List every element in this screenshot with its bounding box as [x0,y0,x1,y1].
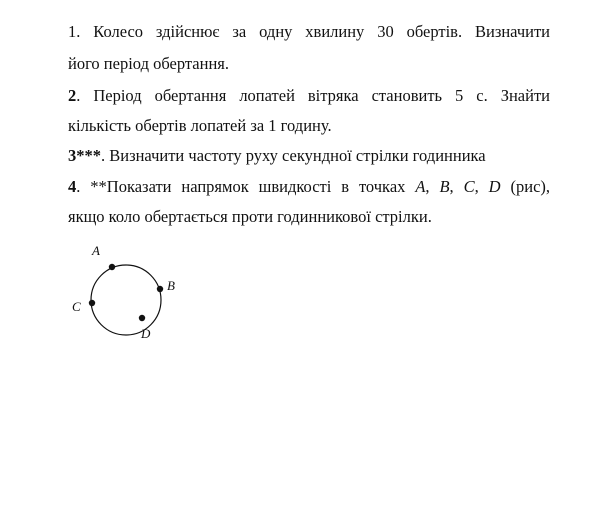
task3-line [68,146,550,166]
task4-sep1: , [425,177,440,196]
task2-number: 2 [68,86,77,105]
label-a: A [92,243,100,258]
task4-sep3: , [474,177,489,196]
task4-text-suffix: (рис), [500,177,551,196]
task4-point-a: A [415,177,426,196]
task2-text: . Період обертання лопатей вітряка становить 5 с. Знайти [76,86,550,105]
task1-line1: 1. Колесо здійснює за одну хвилину 30 обертів. Визначити [68,22,550,41]
label-b: B [167,278,175,293]
task4-sep2: , [449,177,464,196]
point-b-dot [157,286,163,292]
task4-text-prefix: . **Показати напрямок швидкості в точках [76,177,416,196]
task1-line2: його період обертання. [68,54,229,73]
task2-line1 [68,86,550,106]
task4-point-d: D [488,177,501,196]
label-c: C [72,299,81,314]
task2-line2: кількість обертів лопатей за 1 годину. [68,116,332,135]
point-d-dot [139,315,145,321]
circle-figure [66,238,186,348]
point-a-dot [109,264,115,270]
task4-point-b: B [439,177,450,196]
task4-point-c: C [463,177,475,196]
task4-number: 4 [68,177,77,196]
circle-outline [91,265,161,335]
task4-line1 [68,177,550,197]
task3-text: . Визначити частоту руху секундної стрілки годинника [101,146,486,165]
label-d: D [141,326,151,341]
task3-number: 3*** [68,146,101,165]
point-c-dot [89,300,95,306]
task4-line2: якщо коло обертається проти годинникової стрілки. [68,207,432,226]
